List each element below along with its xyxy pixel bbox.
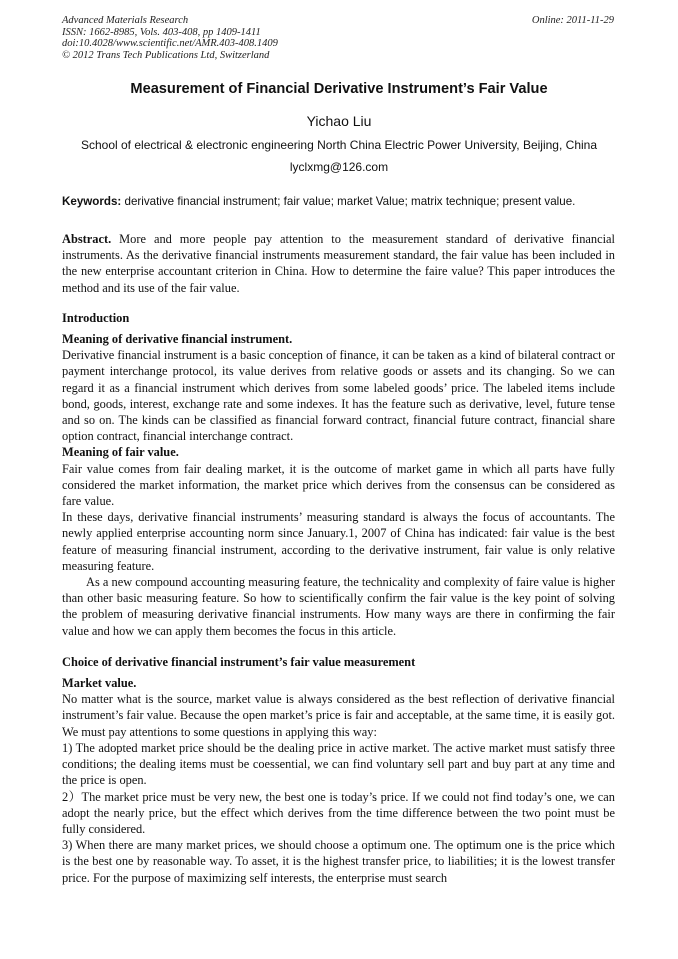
meaning-derivative-paragraph: Derivative financial instrument is a basic conception of finance, it can be taken as a kind of bilateral contract or payment interchange protocol, its value derives from relative goods or assets and its changing. So we can regard it as a financial instrument which derives from some labeled goods’ price. The labeled items include bond, goods, interest, exchange rate and some indexes. It has the feature such as derivative, level, future tense and so on. The kinds can be classified as financial forward contract, financial future contract, financial share option contract, financial interchange contract. — [62, 348, 615, 444]
journal-name: Advanced Materials Research — [62, 15, 189, 26]
market-value-heading: Market value. — [62, 676, 137, 691]
meaning-fair-value-heading: Meaning of fair value. — [62, 445, 179, 460]
abstract-text: More and more people pay attention to the measurement standard of derivative financial instruments. As the derivative financial instruments measurement standard, the fair value has been included in the new enterprise accountant criterion in China. How to determine the faire value? This paper introduces the method and its use of the fair value. — [62, 232, 615, 295]
fair-value-paragraph-3: As a new compound accounting measuring feature, the technicality and complexity of faire value is higher than other basic measuring feature. So how to scientifically confirm the fair value is the key point of solving the problem of measuring derivative financial instruments. How many ways are there in confirming the fair value and how we can apply them becomes the focus in this article. — [62, 575, 615, 638]
author-affiliation: School of electrical & electronic engineering North China Electric Power University, Beijing, China — [80, 138, 598, 152]
fair-value-paragraph-2: In these days, derivative financial instruments’ measuring standard is always the focus of accountants. The newly applied enterprise accounting norm since January.1, 2007 of China has indicated: fair value is the best feature of measuring financial instrument, according to the derivative instrument, fair value is only relative measuring feature. — [62, 510, 615, 573]
journal-header — [62, 15, 278, 61]
author-email[interactable]: lyclxmg@126.com — [289, 160, 389, 174]
keywords-line — [62, 195, 622, 208]
fair-value-paragraph-1: Fair value comes from fair dealing market, it is the outcome of market game in which all parts have fully considered the market information, the market price which derives from the consensus can be considered as fare value. — [62, 461, 615, 509]
market-value-item-1: 1) The adopted market price should be the dealing price in active market. The active market must satisfy three conditions; the dealing items must be coessential, we can find voluntary sell part and buy part at any time and the price is open. — [62, 740, 615, 788]
paper-body — [62, 231, 615, 886]
market-value-item-2: 2）The market price must be very new, the best one is today’s price. If we could not find today’s one, we can adopt the nearly price, but the effect which derives from the time difference between the two point must be fully considered. — [62, 789, 615, 836]
doi-line: doi:10.4028/www.scientific.net/AMR.403-408.1409 — [62, 38, 278, 50]
keywords-label: Keywords: — [62, 195, 122, 208]
market-value-item-3: 3) When there are many market prices, we should choose a optimum one. The optimum one is the price which is the best one by reasonable way. To asset, it is the highest transfer price, to liabilities; it is the lowest transfer price. For the purpose of maximizing self interests, the enterprise must search — [62, 838, 615, 885]
abstract-label: Abstract. — [62, 232, 112, 246]
copyright-line: © 2012 Trans Tech Publications Ltd, Switzerland — [62, 49, 270, 61]
meaning-derivative-heading: Meaning of derivative financial instrument. — [62, 332, 293, 347]
introduction-heading: Introduction — [62, 310, 130, 325]
issn-line: ISSN: 1662-8985, Vols. 403-408, pp 1409-1411 — [62, 26, 261, 38]
market-value-paragraph: No matter what is the source, market value is always considered as the best reflection of derivative financial instrument’s fair value. Because the open market’s price is fair and acceptable, at the same time, it is easily got. We must pay attentions to some questions in applying this way: — [62, 692, 615, 739]
author-name: Yichao Liu — [306, 113, 372, 129]
keywords-text: derivative financial instrument; fair value; market Value; matrix technique; present value. — [121, 195, 576, 208]
paper-title: Measurement of Financial Derivative Instrument’s Fair Value — [130, 81, 548, 97]
online-date: Online: 2011-11-29 — [531, 15, 614, 26]
abstract-paragraph — [62, 231, 615, 296]
choice-heading: Choice of derivative financial instrument’s fair value measurement — [62, 654, 416, 669]
